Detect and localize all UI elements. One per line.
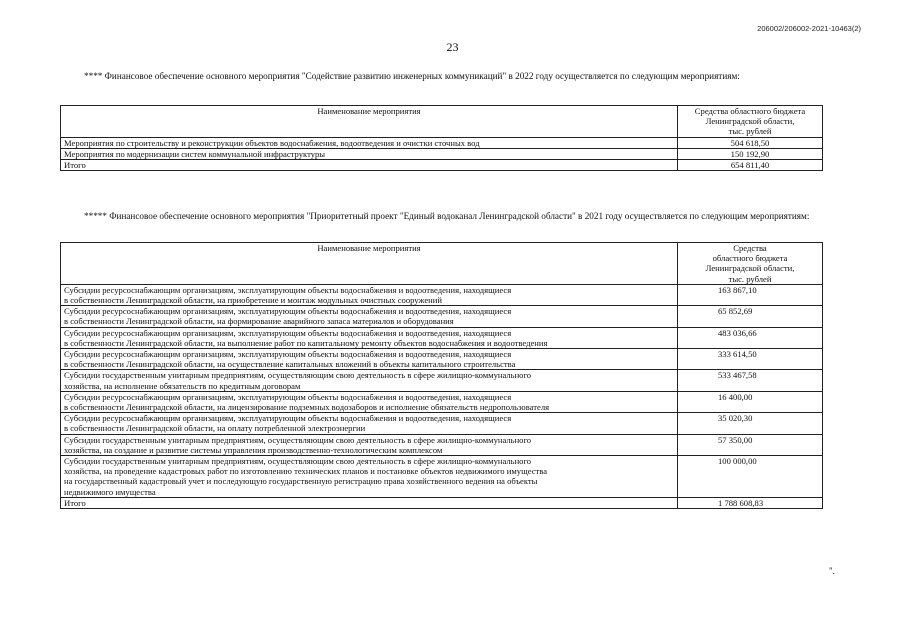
header-amount-cell (678, 106, 823, 138)
row-amount-cell: 163 867,10 (678, 284, 823, 305)
row-name-line: в собственности Ленинградской области, на формирование аварийного запаса материалов и оборудования (64, 316, 454, 327)
paragraph-footnote-5: ***** Финансовое обеспечение основного мероприятия "Приоритетный проект "Единый водоканал Ленинградской области" в 2021 году осуществляется по следующим мероприятиям: (84, 211, 810, 221)
table-row (61, 434, 823, 455)
table-row (61, 370, 823, 391)
header-amount-cell (678, 243, 823, 285)
row-amount-cell: 16 400,00 (678, 391, 823, 412)
row-name-line: Субсидии государственным унитарным предприятиям, осуществляющим свою деятельность в сфере жилищно-коммунального (64, 456, 532, 467)
total-amount-cell: 654 811,40 (678, 160, 823, 171)
total-label-cell: Итого (61, 160, 678, 171)
row-amount-cell: 504 618,50 (678, 137, 823, 148)
header-amount-line: тыс. рублей (728, 273, 772, 284)
row-name-cell (61, 284, 678, 305)
table-row (61, 148, 823, 159)
row-name-cell (61, 434, 678, 455)
row-name-cell (61, 327, 678, 348)
row-name-cell: Мероприятия по строительству и реконструкции объектов водоснабжения, водоотведения и очистки сточных вод (61, 137, 678, 148)
row-name-cell (61, 391, 678, 412)
table-row (61, 413, 823, 434)
table-total-row (61, 160, 823, 171)
row-name-line: Субсидии ресурсоснабжающим организациям, эксплуатирующим объекты водоснабжения и водоотведения, находящиеся (64, 413, 512, 424)
row-name-cell (61, 370, 678, 391)
row-name-line: в собственности Ленинградской области, на выполнение работ по капитальному ремонту объектов водоснабжения и водоотведения (64, 337, 548, 348)
row-amount-cell: 35 020,30 (678, 413, 823, 434)
row-name-line: в собственности Ленинградской области, на лицензирование подземных водозаборов и исполнение обязательств недропользователя (64, 402, 550, 413)
table-funding-2021 (60, 242, 823, 509)
table-row (61, 306, 823, 327)
total-amount-cell: 1 788 608,83 (678, 497, 823, 508)
table-header-row (61, 106, 823, 138)
row-name-line: хозяйства, на проведение кадастровых работ по изготовлению технических планов и постановке объектов недвижимого имущества (64, 466, 548, 477)
header-amount-line: тыс. рублей (728, 126, 772, 137)
row-name-line: Субсидии государственным унитарным предприятиям, осуществляющим свою деятельность в сфере жилищно-коммунального (64, 370, 532, 381)
row-name-line: Субсидии ресурсоснабжающим организациям, эксплуатирующим объекты водоснабжения и водоотведения, находящиеся (64, 284, 512, 295)
row-name-cell (61, 349, 678, 370)
row-name-line: хозяйства, на исполнение обязательств по кредитным договорам (64, 380, 301, 391)
row-name-line: Субсидии ресурсоснабжающим организациям, эксплуатирующим объекты водоснабжения и водоотведения, находящиеся (64, 349, 512, 360)
row-name-cell: Мероприятия по модернизации систем коммунальной инфраструктуры (61, 148, 678, 159)
row-name-line: Субсидии ресурсоснабжающим организациям, эксплуатирующим объекты водоснабжения и водоотведения, находящиеся (64, 327, 512, 338)
table-total-row (61, 497, 823, 508)
row-name-cell (61, 413, 678, 434)
document-id: 206002/206002-2021-10463(2) (757, 24, 861, 33)
row-name-line: Субсидии государственным унитарным предприятиям, осуществляющим свою деятельность в сфере жилищно-коммунального (64, 434, 532, 445)
header-amount-line: областного бюджета (712, 253, 788, 264)
row-name-line: хозяйства, на создание и развитие системы управления производственно-технологическим комплексом (64, 444, 443, 455)
header-amount-line: Средства областного бюджета (694, 106, 806, 116)
table-funding-2022 (60, 105, 823, 171)
header-name-cell: Наименование мероприятия (61, 243, 678, 285)
page-number: 23 (446, 40, 459, 54)
header-amount-line: Средства (733, 243, 767, 253)
table-row (61, 284, 823, 305)
row-amount-cell: 150 192,90 (678, 148, 823, 159)
row-name-line: недвижимого имущества (64, 486, 156, 497)
row-name-line: в собственности Ленинградской области, на оплату потребленной электроэнергии (64, 423, 366, 434)
row-amount-cell: 65 852,69 (678, 306, 823, 327)
header-amount-line: Ленинградской области, (705, 116, 795, 127)
row-amount-cell: 333 614,50 (678, 349, 823, 370)
header-amount-line: Ленинградской области, (705, 263, 795, 274)
row-amount-cell: 533 467,58 (678, 370, 823, 391)
closing-quote-mark: ". (829, 566, 835, 576)
header-name-cell: Наименование мероприятия (61, 106, 678, 138)
row-name-line: в собственности Ленинградской области, на осуществление капитальных вложений в объекты капитального строительства (64, 359, 516, 370)
row-name-line: на государственный кадастровый учет и последующую государственную регистрацию права хозяйственного ведения на объекты (64, 476, 538, 487)
row-amount-cell: 100 000,00 (678, 456, 823, 498)
paragraph-footnote-4: **** Финансовое обеспечение основного мероприятия "Содействие развитию инженерных коммуникаций" в 2022 году осуществляется по следующим мероприятиям: (84, 71, 740, 81)
row-name-line: Субсидии ресурсоснабжающим организациям, эксплуатирующим объекты водоснабжения и водоотведения, находящиеся (64, 391, 512, 402)
table-row (61, 137, 823, 148)
row-amount-cell: 483 036,66 (678, 327, 823, 348)
table-row (61, 349, 823, 370)
table-header-row (61, 243, 823, 285)
row-name-line: в собственности Ленинградской области, на приобретение и монтаж модульных очистных сооружений (64, 295, 442, 306)
row-name-line: Субсидии ресурсоснабжающим организациям, эксплуатирующим объекты водоснабжения и водоотведения, находящиеся (64, 306, 512, 317)
table-row (61, 456, 823, 498)
row-name-cell (61, 456, 678, 498)
table-row (61, 327, 823, 348)
table-row (61, 391, 823, 412)
total-label-cell: Итого (61, 497, 678, 508)
row-amount-cell: 57 350,00 (678, 434, 823, 455)
row-name-cell (61, 306, 678, 327)
